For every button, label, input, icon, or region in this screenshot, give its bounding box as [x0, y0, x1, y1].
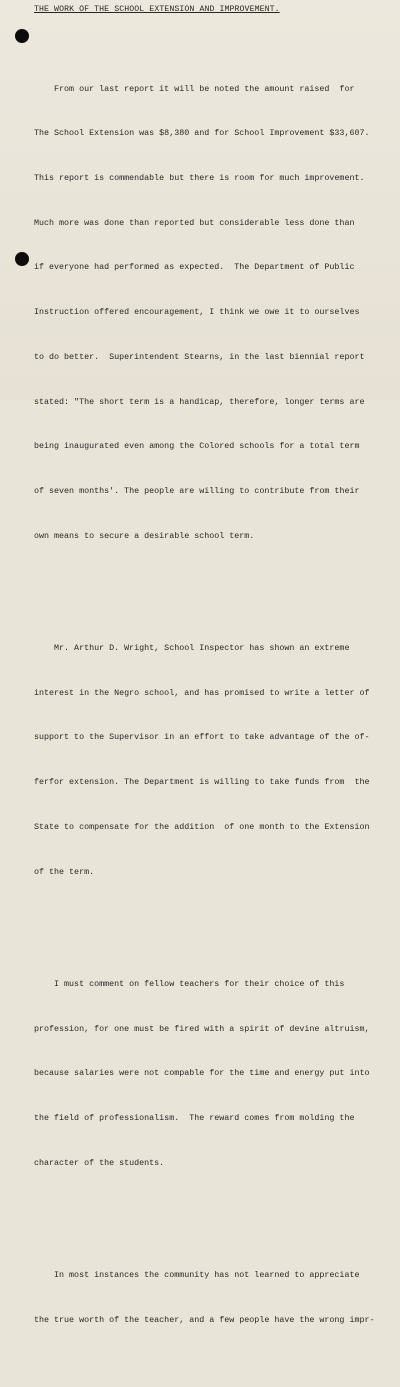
text-line: interest in the Negro school, and has promised to write a letter of [34, 687, 370, 698]
text-line: Instruction offered encouragement, I think we owe it to ourselves [34, 307, 360, 318]
text-line: I must comment on fellow teachers for their choice of this [34, 978, 345, 989]
text-line: ferfor extension. The Department is willing to take funds from the [34, 777, 370, 788]
paragraph-1 [34, 52, 394, 574]
paragraph-2 [34, 611, 394, 909]
body-text [34, 22, 394, 1387]
text-line: because salaries were not compable for the time and energy put into [34, 1068, 370, 1079]
text-line: being inaugurated even among the Colored schools for a total term [34, 441, 360, 452]
text-line: to do better. Superintendent Stearns, in the last biennial report [34, 351, 365, 362]
text-line: the field of professionalism. The reward comes from molding the [34, 1112, 355, 1123]
punch-hole-middle [15, 252, 29, 266]
document-title: THE WORK OF THE SCHOOL EXTENSION AND IMPROVEMENT. [34, 5, 280, 14]
text-line: of the term. [34, 866, 95, 877]
text-line: of seven months'. The people are willing to contribute from their [34, 485, 360, 496]
text-line: the true worth of the teacher, and a few people have the wrong impr- [34, 1314, 375, 1325]
text-line: character of the students. [34, 1157, 165, 1168]
text-line: profession, for one must be fired with a spirit of devine altruism, [34, 1023, 370, 1034]
text-line: Much more was done than reported but considerable less done than [34, 217, 355, 228]
text-line: stated: "The short term is a handicap, therefore, longer terms are [34, 396, 365, 407]
text-line: own means to secure a desirable school term. [34, 530, 255, 541]
text-line: Mr. Arthur D. Wright, School Inspector has shown an extreme [34, 642, 350, 653]
paragraph-3 [34, 947, 394, 1200]
paragraph-4 [34, 1238, 394, 1357]
text-line: if everyone had performed as expected. The Department of Public [34, 262, 355, 273]
punch-hole-top [15, 29, 29, 43]
text-line: This report is commendable but there is room for much improvement. [34, 173, 365, 184]
text-line: The School Extension was $8,380 and for School Improvement $33,607. [34, 128, 370, 139]
text-line: State to compensate for the addition of one month to the Extension [34, 821, 370, 832]
text-line: From our last report it will be noted the amount raised for [34, 83, 355, 94]
text-line: In most instances the community has not learned to appreciate [34, 1269, 360, 1280]
text-line: support to the Supervisor in an effort to take advantage of the of- [34, 732, 370, 743]
